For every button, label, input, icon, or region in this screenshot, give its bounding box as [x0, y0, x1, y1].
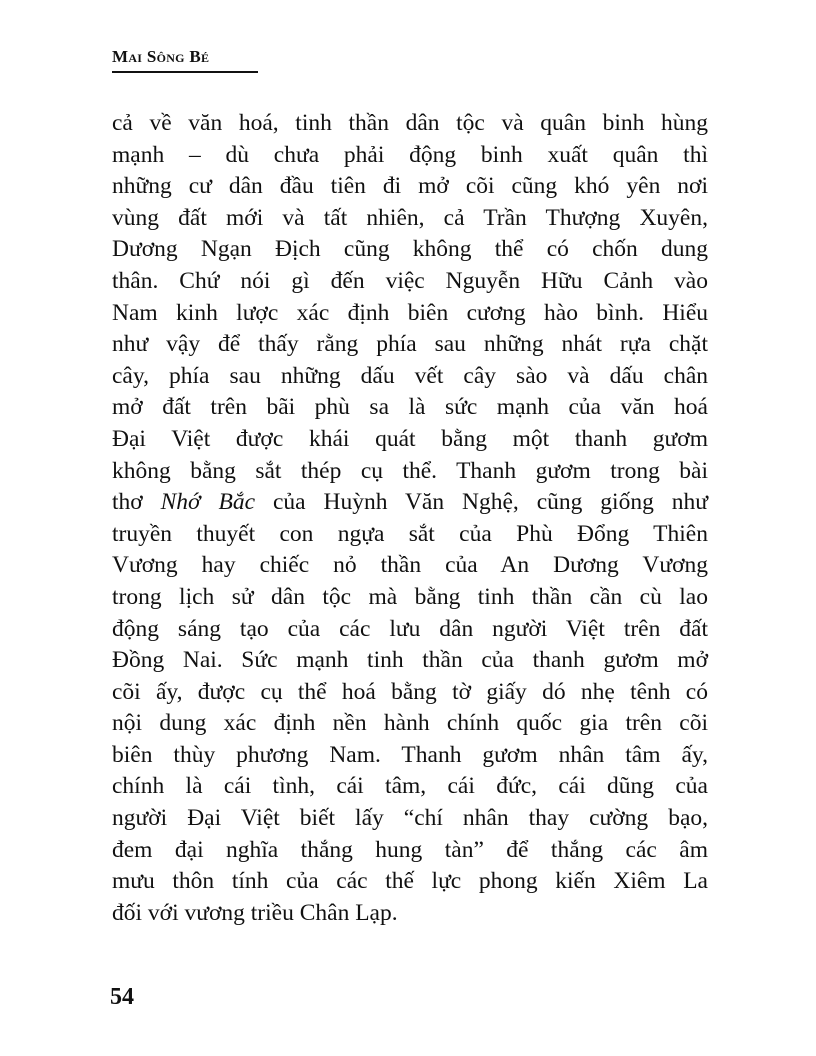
- text-line: [112, 898, 708, 930]
- text-segment: mạnh – dù chưa phải động binh xuất quân thì: [112, 141, 708, 168]
- text-line: [112, 203, 708, 235]
- text-segment: đem đại nghĩa thắng hung tàn” để thắng các âm: [112, 836, 708, 863]
- text-line: [112, 329, 708, 361]
- text-line: [112, 677, 708, 709]
- running-head: Mai Sông Bé: [112, 46, 258, 73]
- text-segment: nội dung xác định nền hành chính quốc gia trên cõi: [112, 710, 708, 737]
- text-line: [112, 392, 708, 424]
- text-segment: Dương Ngạn Địch cũng không thể có chốn dung: [112, 236, 708, 263]
- text-line: [112, 171, 708, 203]
- text-segment: mưu thôn tính của các thế lực phong kiến Xiêm La: [112, 868, 708, 895]
- text-line: [112, 108, 708, 140]
- text-line: [112, 708, 708, 740]
- text-segment: vùng đất mới và tất nhiên, cả Trần Thượng Xuyên,: [112, 204, 708, 231]
- text-line: [112, 550, 708, 582]
- text-segment: Vương hay chiếc nỏ thần của An Dương Vương: [112, 552, 708, 579]
- text-segment: cây, phía sau những dấu vết cây sào và dấu chân: [112, 362, 708, 389]
- body-text: [112, 108, 708, 929]
- text-segment: chính là cái tình, cái tâm, cái đức, cái dũng của: [112, 773, 708, 800]
- text-line: [112, 740, 708, 772]
- text-segment: không bằng sắt thép cụ thể. Thanh gươm trong bài: [112, 457, 708, 484]
- text-line: [112, 456, 708, 488]
- text-line: [112, 361, 708, 393]
- italic-title: Nhớ Bắc: [160, 489, 256, 516]
- text-line: [112, 424, 708, 456]
- text-segment: truyền thuyết con ngựa sắt của Phù Đổng Thiên: [112, 520, 708, 547]
- text-line: [112, 835, 708, 867]
- text-segment: đối với vương triều Chân Lạp.: [112, 899, 398, 926]
- text-line: [112, 487, 708, 519]
- text-segment: Nam kinh lược xác định biên cương hào bình. Hiểu: [112, 299, 708, 326]
- text-segment: biên thùy phương Nam. Thanh gươm nhân tâm ấy,: [112, 741, 708, 768]
- text-line: [112, 803, 708, 835]
- text-segment: cõi ấy, được cụ thể hoá bằng tờ giấy dó nhẹ tênh có: [112, 678, 708, 705]
- text-line: [112, 582, 708, 614]
- text-line: [112, 266, 708, 298]
- text-segment: Đại Việt được khái quát bằng một thanh gươm: [112, 425, 708, 452]
- text-segment: mở đất trên bãi phù sa là sức mạnh của văn hoá: [112, 394, 708, 421]
- text-line: [112, 645, 708, 677]
- text-line: [112, 140, 708, 172]
- text-segment: động sáng tạo của các lưu dân người Việt trên đất: [112, 615, 708, 642]
- text-line: [112, 519, 708, 551]
- text-segment: cả về văn hoá, tinh thần dân tộc và quân binh hùng: [112, 110, 708, 136]
- text-segment: thơ: [112, 489, 161, 516]
- text-segment: những cư dân đầu tiên đi mở cõi cũng khó yên nơi: [112, 173, 708, 200]
- text-segment: Đồng Nai. Sức mạnh tinh thần của thanh gươm mở: [112, 647, 708, 674]
- text-segment: trong lịch sử dân tộc mà bằng tinh thần cần cù lao: [112, 583, 708, 610]
- text-line: [112, 614, 708, 646]
- text-line: [112, 234, 708, 266]
- text-line: [112, 771, 708, 803]
- text-segment: như vậy để thấy rằng phía sau những nhát rựa chặt: [112, 331, 708, 358]
- text-segment: của Huỳnh Văn Nghệ, cũng giống như: [255, 489, 708, 516]
- text-line: [112, 866, 708, 898]
- text-segment: thân. Chứ nói gì đến việc Nguyễn Hữu Cảnh vào: [112, 267, 708, 294]
- text-line: [112, 298, 708, 330]
- text-segment: người Đại Việt biết lấy “chí nhân thay cường bạo,: [112, 805, 708, 832]
- page-number: 54: [110, 984, 134, 1010]
